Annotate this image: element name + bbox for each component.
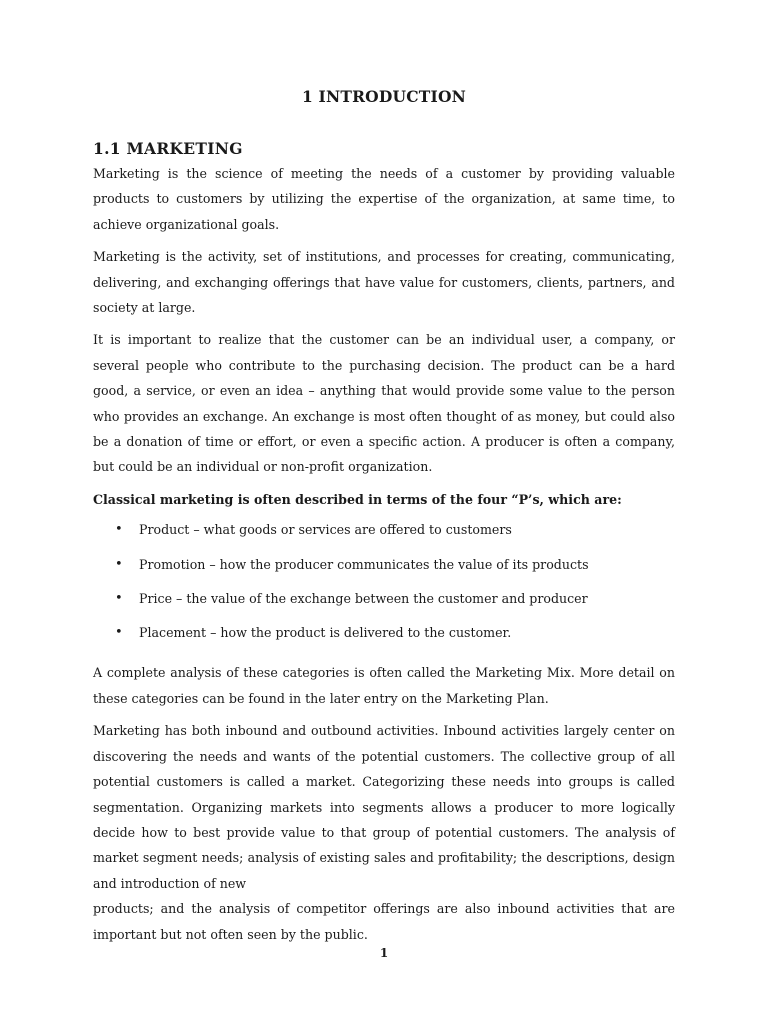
page-number: 1	[379, 946, 389, 960]
paragraph-definition: Marketing is the science of meeting the needs of a customer by providing valuable products to customers by utilizing the expertise of the organization, at same time, to achieve organizational goals.	[93, 166, 675, 232]
bullet-icon: •	[115, 590, 123, 606]
bullet-icon: •	[115, 556, 123, 572]
chapter-title: 1 INTRODUCTION	[301, 87, 467, 106]
paragraph-customer: It is important to realize that the customer can be an individual user, a company, or several people who contribute to the purchasing decision. The product can be a hard good, a service, or even an idea – anything that would provide some value to the person who provides an exchange. An exchange is most often thought of as money, but could also be a donation of time or effort, or even a specific action. A producer is often a company, but could be an individual or non-profit organization.	[93, 332, 675, 475]
document-body	[93, 161, 675, 954]
list-item-price	[93, 586, 675, 620]
list-item-text: Promotion – how the producer communicates the value of its products	[139, 556, 589, 572]
list-item-promotion	[93, 552, 675, 586]
bullet-icon: •	[115, 522, 123, 538]
four-ps-list	[93, 517, 675, 654]
section-title: 1.1 MARKETING	[93, 139, 243, 158]
list-item-text: Placement – how the product is delivered to the customer.	[139, 625, 512, 641]
bullet-icon: •	[115, 625, 123, 641]
paragraph-inbound-continued: products; and the analysis of competitor offerings are also inbound activities that are important but not often seen by the public.	[93, 901, 675, 942]
list-item-product	[93, 517, 675, 551]
list-item-text: Product – what goods or services are offered to customers	[139, 522, 512, 538]
four-ps-lead: Classical marketing is often described in terms of the four “P’s, which are:	[93, 491, 622, 507]
paragraph-marketing-mix: A complete analysis of these categories is often called the Marketing Mix. More detail on these categories can be found in the later entry on the Marketing Plan.	[93, 665, 675, 706]
paragraph-inbound: Marketing has both inbound and outbound activities. Inbound activities largely center on discovering the needs and wants of the potential customers. The collective group of all potential customers is called a market. Categorizing these needs into groups is called segmentation. Organizing markets into segments allows a producer to more logically decide how to best provide value to that group of potential customers. The analysis of market segment needs; analysis of existing sales and profitability; the descriptions, design and introduction of new	[93, 723, 675, 891]
list-item-placement	[93, 620, 675, 654]
paragraph-activity: Marketing is the activity, set of institutions, and processes for creating, communicating, delivering, and exchanging offerings that have value for customers, clients, partners, and society at large.	[93, 249, 675, 316]
list-item-text: Price – the value of the exchange between the customer and producer	[139, 590, 588, 606]
